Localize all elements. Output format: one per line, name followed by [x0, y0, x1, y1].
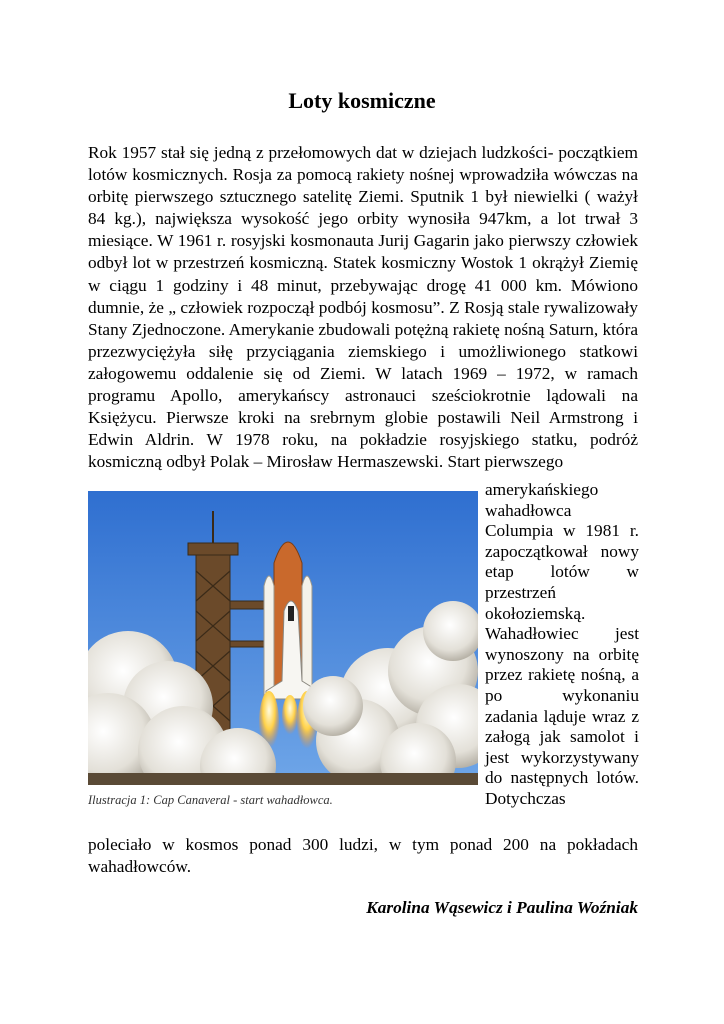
side-paragraph: amerykańskiego wahadłowca Columpia w 1981 r. zapoczątkował nowy etap lotów w przestrzeń okołoziemską. Wahadłowiec jest wynoszony na orbitę przez rakietę nośną, a po wykonaniu zadania ląduje wraz z załogą jak samolot i jest wykorzystywany do następnych lotów. Dotychczas [485, 480, 639, 808]
author-signature: Karolina Wąsewicz i Paulina Woźniak [366, 898, 638, 917]
figure-caption: Ilustracja 1: Cap Canaveral - start wahadłowca. [88, 793, 333, 807]
page-title: Loty kosmiczne [288, 88, 436, 113]
main-paragraph: Rok 1957 stał się jedną z przełomowych dat w dziejach ludzkości- początkiem lotów kosmicznych. Rosja za pomocą rakiety nośnej wprowadziła wówczas na orbitę pierwszego sztucznego satelitę Ziemi. Sputnik 1 był niewielki ( ważył 84 kg.), największa wysokość jego orbity wynosiła 947km, a lot trwał 3 miesiące. W 1961 r. rosyjski kosmonauta Jurij Gagarin jako pierwszy człowiek odbył lot w przestrzeń kosmiczną. Statek kosmiczny Wostok 1 okrążył Ziemię w ciągu 1 godziny i 48 minut, przebywając drogę 41 000 km. Mówiono dumnie, że „ człowiek rozpoczął podbój kosmosu”. Z Rosją stale rywalizowały Stany Zjednoczone. Amerykanie zbudowali potężną rakietę nośną Saturn, która przezwyciężyła siłę przyciągania ziemskiego i umożliwionego statkowi załogowemu oddalenie się od Ziemi. W latach 1969 – 1972, w ramach programu Apollo, amerykańscy astronauci sześciokrotnie lądowali na Księżycu. Pierwsze kroki na srebrnym globie postawili Neil Armstrong i Edwin Aldrin. W 1978 roku, na pokładzie rosyjskiego statku, podróż kosmiczną odbył Polak – Mirosław Hermaszewski. Start pierwszego [88, 143, 638, 472]
closing-paragraph: poleciało w kosmos ponad 300 ludzi, w tym ponad 200 na pokładach wahadłowców. [88, 835, 638, 877]
shuttle-launch-photo [88, 491, 478, 785]
